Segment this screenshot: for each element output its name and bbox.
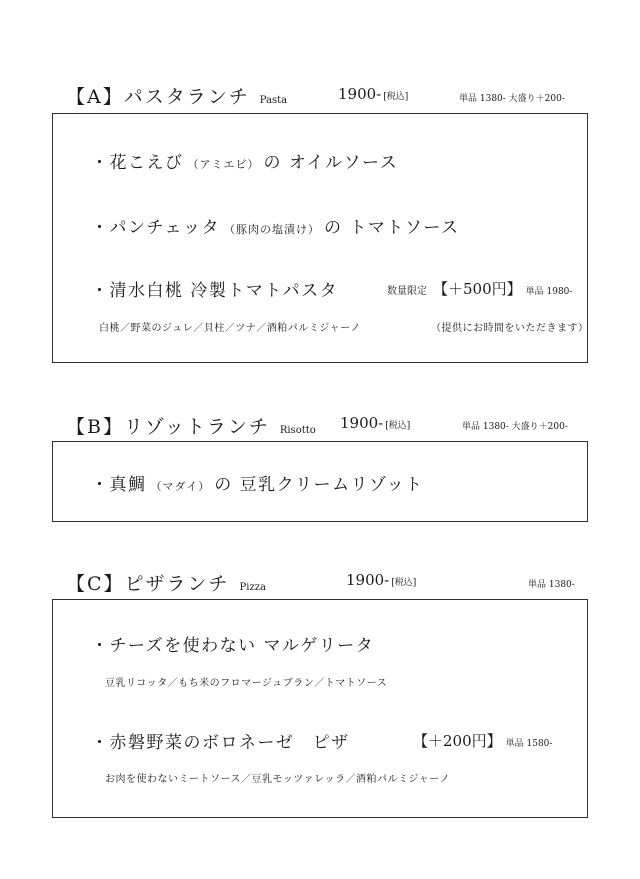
section-b-title: 【B】リゾットランチ — [66, 416, 270, 438]
section-b-price — [340, 414, 410, 432]
margherita-note: 豆乳リコッタ／もち米のフロマージュブラン／トマトソース — [105, 678, 388, 689]
item-main: ・赤磐野菜のボロネーゼ ピザ — [91, 733, 350, 753]
section-a-price — [338, 85, 408, 103]
section-a-box — [52, 113, 588, 363]
section-a-side: 単品 1380- 大盛り＋200- — [459, 94, 565, 104]
item-main: ・パンチェッタ — [91, 218, 220, 238]
extra-charge: 【＋500円】 — [433, 280, 522, 298]
item-rest: の 豆乳クリームリゾット — [214, 475, 424, 495]
limited-label: 数量限定 — [387, 286, 427, 297]
section-a-price-value: 1900- — [338, 85, 382, 103]
single-price: 単品 1580- — [505, 739, 553, 749]
section-b-en: Risotto — [279, 425, 316, 436]
menu-item-pancetta — [91, 213, 460, 238]
section-b-tax: [税込] — [385, 421, 411, 431]
item-sub: （アミエビ） — [187, 158, 260, 171]
section-a-title: 【A】パスタランチ — [66, 86, 250, 108]
section-c-header — [66, 569, 266, 596]
section-c-price-value: 1900- — [346, 571, 390, 589]
item-rest: の トマトソース — [324, 218, 460, 238]
menu-item-margherita — [91, 631, 374, 656]
section-c-title: 【C】ピザランチ — [66, 573, 230, 595]
item-main: ・真鯛 — [91, 475, 147, 495]
menu-item-peach-pasta — [91, 276, 338, 301]
section-a-header — [66, 82, 287, 109]
extra-charge: 【＋200円】 — [413, 732, 502, 750]
section-b-header — [66, 412, 316, 439]
section-c-box — [52, 599, 588, 818]
peach-pasta-note2: （提供にお時間をいただきます） — [431, 323, 589, 334]
peach-pasta-price — [387, 278, 572, 299]
menu-item-hanakoebi — [91, 148, 398, 173]
section-c-side: 単品 1380- — [528, 580, 575, 590]
peach-pasta-note: 白桃／野菜のジュレ／貝柱／ツナ／酒粕パルミジャーノ — [99, 323, 361, 334]
section-c-price — [346, 571, 416, 589]
item-main: ・チーズを使わない マルゲリータ — [91, 636, 375, 656]
section-b-box — [52, 441, 588, 522]
section-c-en: Pizza — [239, 582, 266, 593]
section-b-price-value: 1900- — [340, 414, 384, 432]
bolognese-note: お肉を使わないミートソース／豆乳モッツァレッラ／酒粕パルミジャーノ — [105, 774, 451, 785]
item-main: ・清水白桃 冷製トマトパスタ — [91, 281, 339, 301]
item-rest: の オイルソース — [263, 153, 399, 173]
section-c-tax: [税込] — [391, 578, 417, 588]
section-a-en: Pasta — [259, 95, 288, 106]
item-sub: （マダイ） — [150, 480, 211, 493]
menu-item-bolognese — [91, 728, 350, 753]
menu-item-madai-risotto — [91, 470, 424, 495]
bolognese-price — [413, 730, 552, 751]
section-a-tax: [税込] — [383, 92, 409, 102]
item-sub: （豚肉の塩漬け） — [224, 223, 320, 236]
single-price: 単品 1980- — [525, 287, 573, 297]
item-main: ・花こえび — [91, 153, 184, 173]
section-b-side: 単品 1380- 大盛り＋200- — [462, 422, 568, 432]
